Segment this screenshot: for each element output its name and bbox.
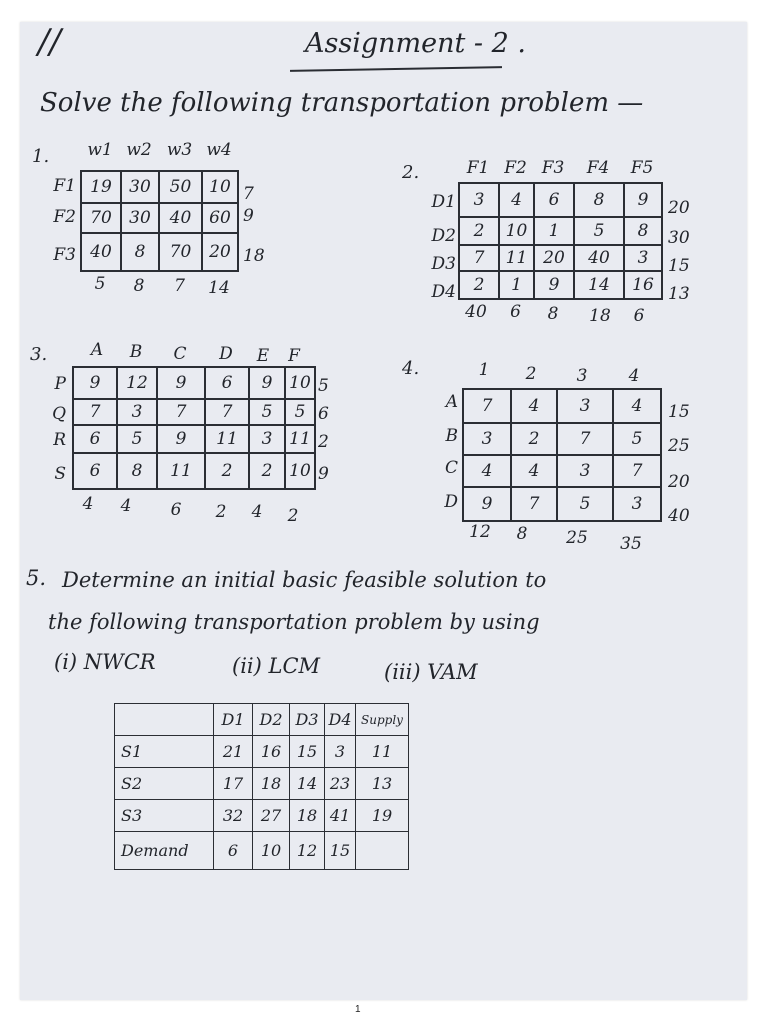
cost-cell: 11 [499, 245, 534, 271]
cost-cell: 2 [511, 423, 557, 455]
problem-2-demand: 6 [633, 306, 645, 326]
problem-3-demand: 2 [287, 506, 299, 526]
table-cell: 12 [290, 832, 325, 870]
cost-cell: 6 [73, 453, 117, 489]
table-header-cell: D4 [325, 704, 356, 736]
problem-2-supply: 30 [668, 228, 690, 248]
problem-2-demand: 6 [510, 302, 521, 322]
problem-1-col-header: w3 [166, 140, 193, 160]
problem-3-row-label: P [54, 374, 66, 394]
problem-2-col-header: F5 [630, 158, 654, 178]
cost-cell: 16 [624, 271, 662, 299]
cost-cell: 3 [249, 425, 285, 453]
cost-cell: 11 [157, 453, 205, 489]
problem-1-supply: 7 [243, 184, 254, 204]
problem-4-row-label: D [444, 492, 458, 512]
cost-cell: 70 [159, 233, 202, 271]
cost-cell: 1 [499, 271, 534, 299]
problem-4-row-label: C [444, 458, 458, 478]
cost-cell: 5 [574, 217, 624, 245]
cost-cell: 50 [159, 171, 202, 203]
problem-2-demand: 18 [589, 306, 611, 326]
cost-cell: 20 [534, 245, 574, 271]
table-cell: 14 [290, 768, 325, 800]
problem-2-col-header: F2 [504, 158, 527, 178]
cost-cell: 9 [534, 271, 574, 299]
cost-cell: 7 [205, 399, 249, 425]
table-cell: 19 [356, 800, 409, 832]
problem-3-demand: 6 [170, 500, 182, 520]
cost-cell: 3 [117, 399, 157, 425]
problem-4-supply: 20 [668, 472, 690, 492]
cost-cell: 9 [73, 367, 117, 399]
cost-cell: 4 [511, 389, 557, 423]
table-cell: 18 [290, 800, 325, 832]
table-cell: 27 [253, 800, 290, 832]
cost-cell: 7 [459, 245, 499, 271]
problem-3-col-header: E [256, 346, 270, 366]
table-header-cell: D1 [214, 704, 253, 736]
problem-3-col-header: F [288, 346, 300, 366]
problem-4-row-label: A [445, 392, 458, 412]
cost-cell: 40 [574, 245, 624, 271]
table-row-label: Demand [115, 832, 214, 870]
cost-cell: 20 [202, 233, 238, 271]
problem-1-demand: 14 [208, 278, 230, 298]
problem-1-col-header: w2 [126, 140, 152, 160]
table-cell: 3 [325, 736, 356, 768]
problem-2-col-header: F4 [586, 158, 610, 178]
problem-1-row-label: F2 [53, 207, 76, 227]
cost-cell: 9 [157, 367, 205, 399]
table-header-cell [115, 704, 214, 736]
table-row-label: S3 [115, 800, 214, 832]
cost-cell: 7 [463, 389, 511, 423]
cost-cell: 3 [557, 455, 613, 487]
problem-4-cost-table [462, 388, 662, 522]
cost-cell: 7 [511, 487, 557, 521]
problem-4-number: 4. [402, 358, 420, 379]
problem-5-method: (ii) LCM [232, 654, 321, 678]
problem-4-demand: 12 [469, 522, 491, 542]
problem-4-demand: 35 [620, 534, 642, 554]
table-cell: 6 [214, 832, 253, 870]
cost-cell: 4 [463, 455, 511, 487]
problem-3-demand: 4 [251, 502, 263, 522]
problem-5-number: 5. [26, 566, 47, 590]
cost-cell: 40 [81, 233, 121, 271]
problem-2-col-header: F3 [541, 158, 565, 178]
problem-2-row-label: D1 [431, 192, 456, 212]
problem-3-row-label: S [54, 464, 66, 484]
cost-cell: 6 [73, 425, 117, 453]
problem-4-col-header: 1 [478, 360, 490, 380]
problem-2-col-header: F1 [466, 158, 490, 178]
cost-cell: 40 [159, 203, 202, 233]
cost-cell: 3 [557, 389, 613, 423]
cost-cell: 4 [613, 389, 661, 423]
cost-cell: 11 [205, 425, 249, 453]
problem-1-supply: 9 [243, 206, 254, 226]
cost-cell: 19 [81, 171, 121, 203]
cost-cell: 8 [121, 233, 159, 271]
table-cell: 15 [290, 736, 325, 768]
table-cell: 23 [325, 768, 356, 800]
cost-cell: 7 [557, 423, 613, 455]
problem-2-supply: 13 [668, 284, 690, 304]
cost-cell: 12 [117, 367, 157, 399]
problem-3-col-header: A [90, 340, 104, 360]
problem-2-demand: 8 [547, 304, 559, 324]
problem-2-cost-table [458, 182, 663, 300]
problem-1-cost-table [80, 170, 239, 272]
cost-cell: 9 [463, 487, 511, 521]
problem-3-supply: 2 [318, 432, 329, 452]
problem-3-supply: 5 [318, 376, 329, 396]
problem-2-demand: 40 [465, 302, 487, 322]
cost-cell: 8 [574, 183, 624, 217]
cost-cell: 70 [81, 203, 121, 233]
cost-cell: 60 [202, 203, 238, 233]
problem-1-demand: 5 [94, 274, 106, 294]
cost-cell: 5 [249, 399, 285, 425]
problem-3-row-label: R [53, 430, 66, 450]
cost-cell: 5 [613, 423, 661, 455]
table-row [115, 800, 409, 832]
cost-cell: 4 [499, 183, 534, 217]
cost-cell: 8 [117, 453, 157, 489]
problem-1-number: 1. [32, 146, 50, 167]
table-cell: 41 [325, 800, 356, 832]
problem-5-line-1: Determine an initial basic feasible solution to [62, 568, 547, 592]
table-row [115, 768, 409, 800]
problem-1-col-header: w4 [206, 140, 232, 160]
table-cell: 15 [325, 832, 356, 870]
cost-cell: 11 [285, 425, 315, 453]
cost-cell: 30 [121, 203, 159, 233]
problem-1-supply: 18 [243, 246, 265, 266]
problem-1-demand: 7 [174, 276, 185, 296]
table-cell [356, 832, 409, 870]
problem-3-col-header: B [129, 342, 143, 362]
table-row [115, 832, 409, 870]
problem-3-col-header: C [173, 344, 187, 364]
cost-cell: 3 [459, 183, 499, 217]
problem-5-table [114, 703, 409, 870]
problem-5-method: (iii) VAM [384, 660, 478, 684]
cost-cell: 6 [205, 367, 249, 399]
problem-1-row-label: F1 [53, 176, 76, 196]
problem-3-supply: 6 [318, 404, 329, 424]
table-cell: 13 [356, 768, 409, 800]
cost-cell: 2 [459, 217, 499, 245]
cost-cell: 30 [121, 171, 159, 203]
problem-4-demand: 8 [516, 524, 528, 544]
problem-4-supply: 40 [668, 506, 690, 526]
problem-2-row-label: D4 [431, 282, 456, 302]
table-row-label: S1 [115, 736, 214, 768]
problem-4-col-header: 4 [628, 366, 640, 386]
cost-cell: 5 [285, 399, 315, 425]
instruction-text: Solve the following transportation problem — [40, 88, 644, 118]
problem-1-demand: 8 [133, 276, 145, 296]
cost-cell: 1 [534, 217, 574, 245]
problem-4-col-header: 2 [525, 364, 537, 384]
problem-4-demand: 25 [566, 528, 588, 548]
cost-cell: 10 [202, 171, 238, 203]
cost-cell: 9 [624, 183, 662, 217]
table-cell: 11 [356, 736, 409, 768]
table-cell: 18 [253, 768, 290, 800]
cost-cell: 3 [613, 487, 661, 521]
table-row [115, 736, 409, 768]
cost-cell: 7 [73, 399, 117, 425]
cost-cell: 10 [285, 453, 315, 489]
page-title: Assignment - 2 . [305, 28, 526, 59]
cost-cell: 14 [574, 271, 624, 299]
problem-2-supply: 15 [668, 256, 690, 276]
table-header-cell: D3 [290, 704, 325, 736]
problem-3-cost-table [72, 366, 316, 490]
problem-3-demand: 4 [82, 494, 94, 514]
problem-3-demand: 2 [215, 502, 227, 522]
cost-cell: 2 [459, 271, 499, 299]
cost-cell: 4 [511, 455, 557, 487]
table-cell: 17 [214, 768, 253, 800]
cost-cell: 7 [613, 455, 661, 487]
problem-4-supply: 15 [668, 402, 690, 422]
table-cell: 10 [253, 832, 290, 870]
cost-cell: 10 [499, 217, 534, 245]
problem-4-row-label: B [445, 426, 458, 446]
problem-3-number: 3. [30, 344, 48, 365]
table-cell: 21 [214, 736, 253, 768]
cost-cell: 5 [117, 425, 157, 453]
problem-2-row-label: D3 [431, 254, 456, 274]
cost-cell: 8 [624, 217, 662, 245]
corner-mark: // [38, 22, 61, 62]
problem-3-demand: 4 [120, 496, 132, 516]
problem-2-row-label: D2 [431, 226, 456, 246]
cost-cell: 7 [157, 399, 205, 425]
problem-5-line-2: the following transportation problem by using [48, 610, 540, 634]
problem-3-supply: 9 [318, 464, 329, 484]
cost-cell: 9 [249, 367, 285, 399]
cost-cell: 2 [205, 453, 249, 489]
table-cell: 32 [214, 800, 253, 832]
table-row-label: S2 [115, 768, 214, 800]
problem-2-number: 2. [402, 162, 420, 183]
problem-1-col-header: w1 [87, 140, 113, 160]
cost-cell: 3 [624, 245, 662, 271]
table-header-cell: Supply [356, 704, 409, 736]
cost-cell: 10 [285, 367, 315, 399]
cost-cell: 6 [534, 183, 574, 217]
problem-4-col-header: 3 [576, 366, 588, 386]
page-number: 1 [355, 1004, 361, 1015]
cost-cell: 5 [557, 487, 613, 521]
cost-cell: 3 [463, 423, 511, 455]
cost-cell: 9 [157, 425, 205, 453]
table-header-cell: D2 [253, 704, 290, 736]
problem-1-row-label: F3 [53, 245, 76, 265]
cost-cell: 2 [249, 453, 285, 489]
table-cell: 16 [253, 736, 290, 768]
problem-3-row-label: Q [52, 404, 66, 424]
problem-3-col-header: D [219, 344, 233, 364]
problem-5-method: (i) NWCR [54, 650, 156, 674]
problem-4-supply: 25 [668, 436, 690, 456]
problem-2-supply: 20 [668, 198, 690, 218]
